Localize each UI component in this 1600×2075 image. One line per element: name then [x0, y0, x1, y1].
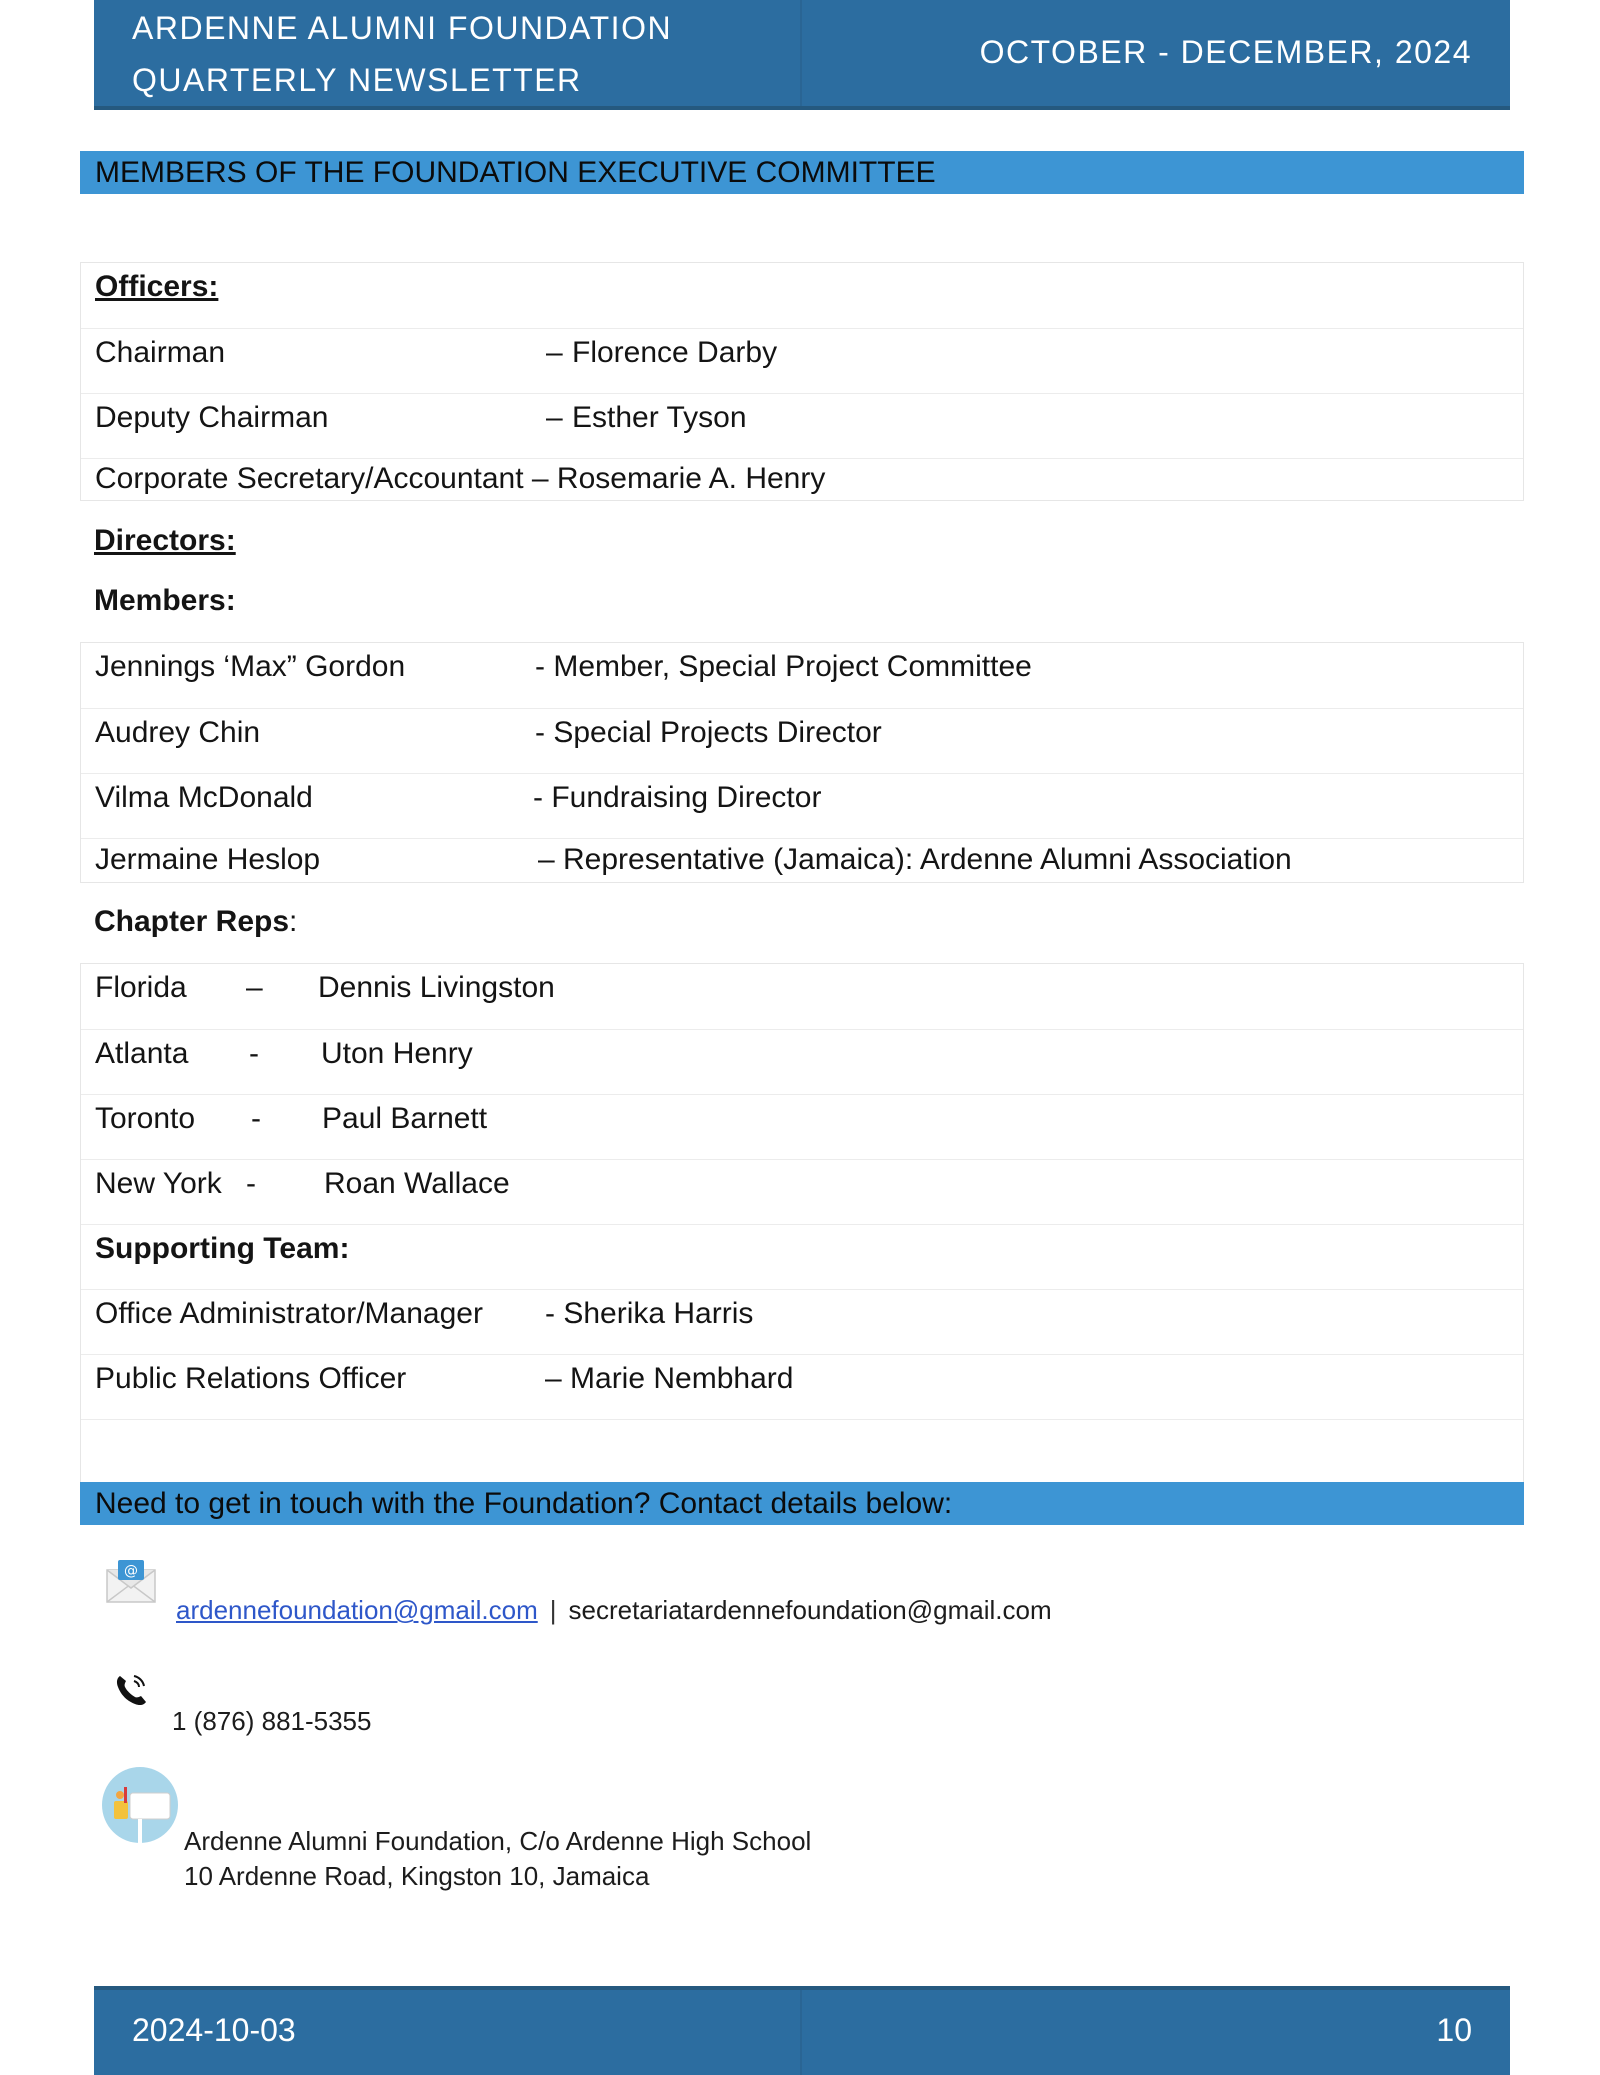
- chapter-rep-name: Dennis Livingston: [318, 971, 555, 1004]
- header-band: [94, 0, 1510, 110]
- chapter-separator: -: [246, 1167, 256, 1200]
- supporting-team-row: [81, 1289, 1523, 1354]
- footer-divider: [800, 1990, 802, 2075]
- chapter-rep-name: Uton Henry: [321, 1037, 473, 1070]
- member-name: Jennings ‘Max” Gordon: [95, 650, 406, 683]
- members-heading: Members:: [94, 584, 236, 617]
- chapter-rep-name: Roan Wallace: [324, 1167, 510, 1200]
- staff-role: Public Relations Officer: [95, 1362, 407, 1395]
- mailbox-icon: [100, 1765, 180, 1845]
- footer-band: [94, 1986, 1510, 2075]
- officers-heading-row: [81, 263, 1523, 328]
- officer-role: Deputy Chairman: [95, 401, 329, 434]
- officer-role: Chairman: [95, 336, 226, 369]
- chapter-reps-heading-text: Chapter Reps: [94, 905, 290, 938]
- officer-row: [81, 458, 1523, 502]
- staff-name: - Sherika Harris: [545, 1297, 754, 1330]
- officers-heading: Officers:: [95, 270, 219, 303]
- chapter-rep-row: [81, 964, 1523, 1029]
- member-row: [81, 708, 1523, 773]
- corporate-secretary-text: Corporate Secretary/Accountant – Rosemarie A. Henry: [95, 462, 826, 495]
- page-number: 10: [1436, 2012, 1472, 2048]
- supporting-team-heading-row: [81, 1224, 1523, 1289]
- officer-name: Florence Darby: [572, 336, 778, 369]
- secondary-email: secretariatardennefoundation@gmail.com: [568, 1595, 1052, 1625]
- directors-heading: Directors:: [94, 524, 236, 557]
- footer-date: 2024-10-03: [132, 2012, 296, 2048]
- member-row: [81, 773, 1523, 838]
- chapter-city: Atlanta: [95, 1037, 189, 1070]
- chapter-separator: -: [251, 1102, 261, 1135]
- empty-row: [81, 1419, 1523, 1484]
- officers-table: [80, 262, 1524, 501]
- contact-heading: Need to get in touch with the Foundation? Contact details below:: [80, 1482, 1524, 1525]
- header-divider: [800, 0, 802, 106]
- newsletter-period: OCTOBER - DECEMBER, 2024: [979, 34, 1472, 70]
- email-line: [176, 1595, 1052, 1626]
- chapter-city: New York: [95, 1167, 222, 1200]
- svg-text:@: @: [124, 1563, 138, 1579]
- phone-number: 1 (876) 881-5355: [172, 1706, 372, 1736]
- member-role: - Fundraising Director: [533, 781, 822, 814]
- chapter-reps-table: [80, 963, 1524, 1483]
- email-separator: |: [549, 1595, 557, 1625]
- member-name: Jermaine Heslop: [95, 843, 321, 876]
- chapter-separator: –: [246, 971, 263, 1004]
- supporting-team-heading: Supporting Team:: [95, 1232, 350, 1265]
- officer-separator: –: [546, 401, 563, 434]
- member-role: - Member, Special Project Committee: [535, 650, 1032, 683]
- officer-row: [81, 393, 1523, 458]
- officer-name: Esther Tyson: [572, 401, 747, 434]
- address-line-2: 10 Ardenne Road, Kingston 10, Jamaica: [184, 1861, 650, 1891]
- chapter-rep-row: [81, 1094, 1523, 1159]
- member-role: – Representative (Jamaica): Ardenne Alumni Association: [538, 843, 1292, 876]
- executive-committee-heading: MEMBERS OF THE FOUNDATION EXECUTIVE COMMITTEE: [80, 151, 1524, 194]
- email-icon: [104, 1558, 158, 1606]
- members-table: [80, 642, 1524, 883]
- primary-email-link[interactable]: ardennefoundation@gmail.com: [176, 1595, 538, 1625]
- member-name: Vilma McDonald: [95, 781, 313, 814]
- officer-separator: –: [546, 336, 563, 369]
- phone-icon: [112, 1670, 152, 1710]
- staff-role: Office Administrator/Manager: [95, 1297, 483, 1330]
- chapter-rep-row: [81, 1029, 1523, 1094]
- address-line-1: Ardenne Alumni Foundation, C/o Ardenne High School: [184, 1826, 812, 1856]
- member-name: Audrey Chin: [95, 716, 261, 749]
- member-row: [81, 643, 1523, 708]
- newsletter-title-line2: QUARTERLY NEWSLETTER: [132, 62, 582, 98]
- newsletter-title-line1: ARDENNE ALUMNI FOUNDATION: [132, 10, 673, 46]
- chapter-rep-name: Paul Barnett: [322, 1102, 488, 1135]
- supporting-team-row: [81, 1354, 1523, 1419]
- chapter-reps-heading: [94, 904, 297, 940]
- chapter-city: Florida: [95, 971, 187, 1004]
- chapter-reps-colon: :: [289, 905, 298, 938]
- member-role: - Special Projects Director: [535, 716, 882, 749]
- chapter-rep-row: [81, 1159, 1523, 1224]
- chapter-city: Toronto: [95, 1102, 196, 1135]
- staff-name: – Marie Nembhard: [545, 1362, 794, 1395]
- member-row: [81, 838, 1523, 884]
- officer-row: [81, 328, 1523, 393]
- chapter-separator: -: [249, 1037, 259, 1070]
